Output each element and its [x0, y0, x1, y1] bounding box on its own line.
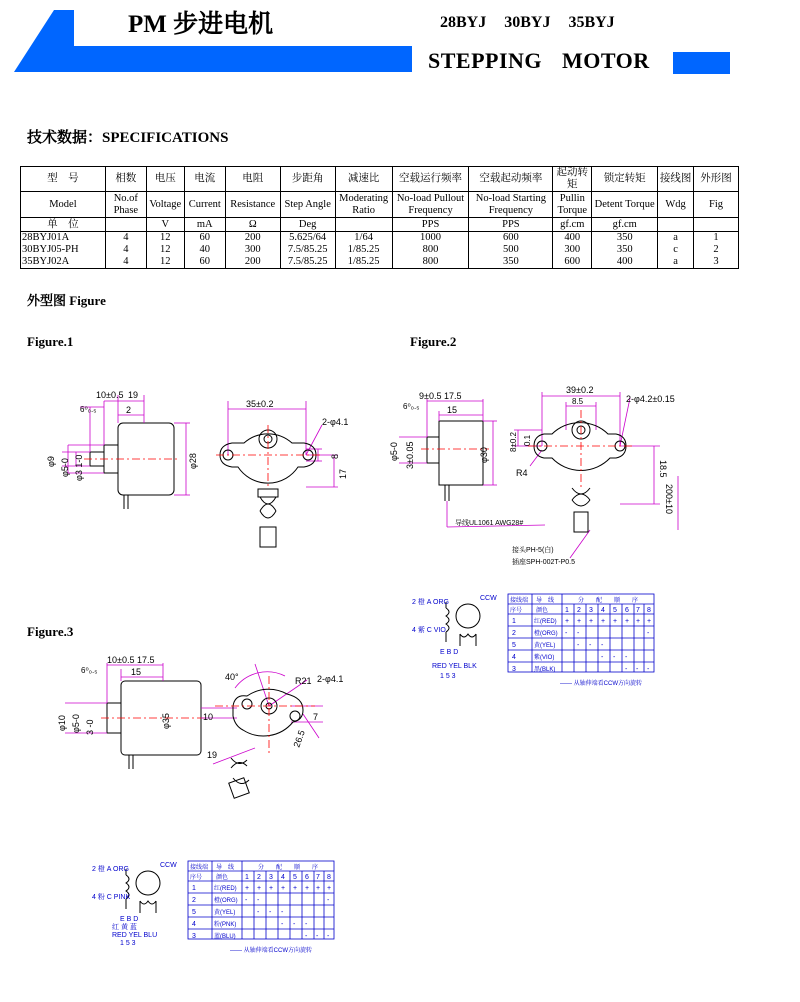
wiring-diagram-c	[410, 588, 658, 688]
table-cell: 300	[225, 244, 280, 256]
table-cell: 5.625/64	[280, 232, 335, 245]
fig1-dim-d3: φ3 1-0	[74, 454, 84, 481]
figure-3-label: Figure.3	[27, 624, 74, 639]
wiring-c-colors: RED YEL BLK	[432, 663, 477, 670]
table-header-cell: Model	[21, 192, 106, 218]
table-header-cell: 步距角	[280, 167, 335, 192]
fig2-dim-6: 6⁰₀.₅	[403, 402, 420, 411]
wiring-row-number: 5	[192, 909, 196, 916]
wiring-row-color: 紫(VIO)	[534, 655, 555, 661]
table-cell: 40	[184, 244, 225, 256]
wiring-row-number: 3	[512, 666, 516, 673]
table-cell: 4	[105, 256, 146, 269]
wiring-c-head-sequence: 分 配 顺 序	[578, 598, 639, 604]
model-list: 28BYJ 30BYJ 35BYJ	[440, 14, 615, 31]
table-header-cell: 起动转矩	[553, 167, 592, 192]
table-cell: 300	[553, 244, 592, 256]
table-cell: 12	[146, 232, 184, 245]
wiring-row-sign: -	[293, 921, 296, 928]
fig2-dim-8: 8±0.2	[509, 432, 518, 452]
wiring-row-sign: -	[565, 630, 568, 637]
table-header-cell: No.of Phase	[105, 192, 146, 218]
wiring-row-number: 2	[512, 630, 516, 637]
figure-1-side-view	[40, 385, 200, 520]
wiring-a-step: 4	[281, 874, 285, 881]
wiring-a-step: 6	[305, 874, 309, 881]
fig3-dim-40: 40°	[225, 672, 239, 682]
wiring-a-step: 2	[257, 874, 261, 881]
fig1-dim-8: 8	[330, 453, 340, 459]
wiring-a-pink: 4 粉 C PINK	[92, 894, 131, 901]
fig1-dim-35: 35±0.2	[246, 399, 274, 409]
wiring-row-color: 橙(ORG)	[214, 898, 238, 904]
fig3-dim-7: 7	[313, 712, 319, 722]
fig3-dim-d3: 3 -0	[85, 719, 95, 735]
table-cell: 500	[469, 244, 553, 256]
wiring-row-sign: -	[327, 897, 330, 904]
table-header-cell: Pullin Torque	[553, 192, 592, 218]
fig1-dim-17: 17	[338, 468, 348, 479]
fig1-dim-top: 10±0.5	[96, 390, 124, 400]
fig2-dim-185: 18.5	[658, 460, 668, 478]
wiring-row-number: 1	[192, 885, 196, 892]
fig2-dim-01: 0.1	[523, 434, 532, 446]
wiring-c-head-terminal: 接线端	[510, 598, 529, 604]
wiring-row-sign: -	[257, 897, 260, 904]
wiring-a-head-terminal: 接线端	[190, 865, 209, 871]
wiring-row-sign: +	[281, 885, 286, 892]
wiring-row-sign: -	[316, 933, 319, 940]
fig3-dim-hole: 2-φ4.1	[317, 674, 344, 684]
table-cell: 400	[553, 232, 592, 245]
wiring-row-number: 4	[512, 654, 516, 661]
table-header-cell: Detent Torque	[592, 192, 658, 218]
wiring-c-orange: 2 橙 A ORG	[412, 599, 449, 606]
table-unit-cell: PPS	[469, 218, 553, 232]
wiring-row-sign: -	[577, 642, 580, 649]
wiring-row-sign: -	[269, 909, 272, 916]
wiring-c-pins: 1 5 3	[440, 673, 456, 680]
table-unit-cell: Deg	[280, 218, 335, 232]
table-header-cell: 电阻	[225, 167, 280, 192]
table-cell: 350	[592, 232, 658, 245]
table-cell: 800	[392, 244, 469, 256]
wiring-row-sign: -	[305, 933, 308, 940]
table-header-cell: 减速比	[335, 167, 392, 192]
fig3-dim-d5: φ5-0	[71, 714, 81, 733]
wiring-row-sign: -	[589, 642, 592, 649]
table-header-cell: 型 号	[21, 167, 106, 192]
wiring-row-color: 橙(ORG)	[534, 631, 558, 637]
table-cell: 4	[105, 244, 146, 256]
wiring-row-sign: +	[601, 618, 606, 625]
wiring-row-sign: -	[281, 921, 284, 928]
fig2-dim-r4: R4	[516, 468, 528, 478]
wiring-row-sign: -	[625, 654, 628, 661]
table-header-cell: 锁定转矩	[592, 167, 658, 192]
table-unit-cell	[694, 218, 739, 232]
table-cell: 60	[184, 232, 225, 245]
wiring-row-sign: +	[269, 885, 274, 892]
wiring-c-step: 1	[565, 607, 569, 614]
table-header-en	[21, 192, 739, 218]
wiring-c-step: 8	[647, 607, 651, 614]
wiring-row-color: 粉(PNK)	[214, 922, 237, 928]
table-cell: 1/85.25	[335, 256, 392, 269]
wiring-row-sign: -	[636, 666, 639, 673]
wiring-row-sign: -	[647, 666, 650, 673]
wiring-c-step: 4	[601, 607, 605, 614]
wiring-row-sign: +	[625, 618, 630, 625]
wiring-c-step: 5	[613, 607, 617, 614]
table-cell: 350	[469, 256, 553, 269]
wiring-a-orange: 2 橙 A ORG	[92, 866, 129, 873]
fig3-dim-d10: φ10	[57, 715, 67, 731]
table-header-cn	[21, 167, 739, 192]
wiring-c-head-no: 序号	[510, 608, 523, 614]
wiring-a-red-cn: 红 黄 蓝	[112, 924, 137, 931]
table-cell: 1	[694, 232, 739, 245]
table-unit-cell: PPS	[392, 218, 469, 232]
wiring-c-violet: 4 紫 C VIO	[412, 627, 446, 634]
wiring-a-step: 1	[245, 874, 249, 881]
fig2-dim-lead: 200±10	[664, 484, 674, 514]
figure-1-label: Figure.1	[27, 334, 74, 349]
table-unit-cell	[335, 218, 392, 232]
wiring-row-sign: -	[647, 630, 650, 637]
table-cell: 2	[694, 244, 739, 256]
table-cell: 4	[105, 232, 146, 245]
table-header-cell: Moderating Ratio	[335, 192, 392, 218]
table-cell: 12	[146, 244, 184, 256]
table-header-cell: Voltage	[146, 192, 184, 218]
wiring-c-caption: —— 从轴伸端看CCW方向旋转	[560, 681, 642, 687]
figure-2-front-view	[510, 380, 690, 570]
wiring-row-sign: +	[316, 885, 321, 892]
table-header-cell: Wdg	[658, 192, 694, 218]
wiring-row-sign: +	[305, 885, 310, 892]
fig3-dim-6: 6⁰₀.₅	[81, 666, 98, 675]
wiring-row-sign: -	[257, 909, 260, 916]
wiring-row-sign: +	[577, 618, 582, 625]
fig3-dim-15: 15	[131, 667, 142, 677]
fig2-dim-top: 9±0.5 17.5	[419, 391, 462, 401]
wiring-row-color: 蓝(BLU)	[214, 934, 236, 940]
table-row	[21, 244, 739, 256]
wiring-c-step: 6	[625, 607, 629, 614]
table-unit-cell	[658, 218, 694, 232]
table-header-cell: Resistance	[225, 192, 280, 218]
fig2-dim-d5: φ5-0	[389, 442, 399, 461]
fig2-note-conn2: 插座SPH-002T-P0.5	[512, 559, 576, 566]
header-accent-block	[673, 52, 730, 74]
fig2-dim-hole: 2-φ4.2±0.15	[626, 394, 675, 404]
table-unit-cell: Ω	[225, 218, 280, 232]
table-cell: 400	[592, 256, 658, 269]
wiring-c-leads: E B D	[440, 649, 459, 656]
wiring-a-step: 8	[327, 874, 331, 881]
wiring-row-sign: -	[601, 642, 604, 649]
wiring-c-step: 7	[636, 607, 640, 614]
wiring-row-sign: +	[293, 885, 298, 892]
fig2-dim-39: 39±0.2	[566, 385, 594, 395]
spec-table	[20, 166, 739, 269]
table-row	[21, 232, 739, 245]
wiring-row-sign: +	[327, 885, 332, 892]
wiring-row-number: 1	[512, 618, 516, 625]
table-unit-cell: mA	[184, 218, 225, 232]
figure-heading: 外型图 Figure	[27, 293, 106, 308]
fig1-dim-d28: φ28	[188, 453, 198, 469]
table-cell: 7.5/85.25	[280, 244, 335, 256]
wiring-row-color: 红(RED)	[214, 886, 237, 892]
wiring-row-sign: +	[257, 885, 262, 892]
fig1-dim-d5: φ5-0	[60, 458, 70, 477]
table-header-cell: 电流	[184, 167, 225, 192]
wiring-row-sign: -	[577, 630, 580, 637]
table-header-cell: 接线图	[658, 167, 694, 192]
fig3-dim-r21: R21	[295, 676, 312, 686]
table-unit-cell: V	[146, 218, 184, 232]
wiring-diagram-a	[90, 855, 338, 955]
table-cell: 200	[225, 232, 280, 245]
wiring-a-head-color: 颜色	[216, 875, 229, 881]
wiring-c-head-wire: 导 线	[536, 598, 555, 604]
wiring-a-caption: —— 从轴伸端看CCW方向旋转	[230, 948, 312, 954]
wiring-a-colors: RED YEL BLU	[112, 932, 158, 939]
wiring-a-rows	[192, 884, 331, 940]
table-cell: 1/64	[335, 232, 392, 245]
wiring-a-head-no: 序号	[190, 875, 203, 881]
fig3-dim-top: 10±0.5 17.5	[107, 655, 155, 665]
wiring-a-step: 3	[269, 874, 273, 881]
table-header-cell: 电压	[146, 167, 184, 192]
table-units-row	[21, 218, 739, 232]
wiring-a-step: 5	[293, 874, 297, 881]
fig2-dim-d3: 3±0.05	[405, 441, 415, 469]
fig3-dim-265: 26.5	[291, 728, 307, 749]
table-header-cell: Step Angle	[280, 192, 335, 218]
fig1-dim-19: 19	[128, 390, 139, 400]
wiring-row-number: 3	[192, 933, 196, 940]
wiring-row-sign: +	[589, 618, 594, 625]
wiring-row-sign: +	[245, 885, 250, 892]
fig1-dim-2: 2	[126, 405, 132, 415]
wiring-c-head-color: 颜色	[536, 608, 549, 614]
table-cell: 1000	[392, 232, 469, 245]
table-cell: 30BYJ05-PH	[21, 244, 106, 256]
wiring-row-sign: -	[245, 897, 248, 904]
table-cell: 7.5/85.25	[280, 256, 335, 269]
table-cell: a	[658, 232, 694, 245]
wiring-row-color: 黄(YEL)	[214, 910, 236, 916]
wiring-c-step: 3	[589, 607, 593, 614]
table-cell: 600	[469, 232, 553, 245]
fig2-note-conn: 接头PH-5(白)	[512, 547, 554, 554]
fig2-note-wire: 导线UL1061 AWG28#	[455, 520, 524, 527]
wiring-row-color: 红(RED)	[534, 619, 557, 625]
wiring-row-number: 2	[192, 897, 196, 904]
table-unit-cell	[105, 218, 146, 232]
table-unit-cell: gf.cm	[592, 218, 658, 232]
spec-heading: 技术数据：SPECIFICATIONS	[27, 130, 229, 146]
page-subtitle: STEPPING MOTOR	[428, 48, 650, 73]
table-cell: 350	[592, 244, 658, 256]
wiring-row-sign: +	[565, 618, 570, 625]
wiring-c-rows	[512, 617, 651, 673]
table-cell: 28BYJ01A	[21, 232, 106, 245]
wiring-a-leads: E B D	[120, 916, 139, 923]
table-cell: 12	[146, 256, 184, 269]
wiring-row-sign: +	[613, 618, 618, 625]
fig1-dim-hole: 2-φ4.1	[322, 417, 349, 427]
fig1-dim-d9: φ9	[46, 456, 56, 467]
table-cell: 60	[184, 256, 225, 269]
figure-1-front-view	[210, 395, 370, 555]
fig3-dim-10: 10	[203, 712, 214, 722]
table-cell: 1/85.25	[335, 244, 392, 256]
table-header-cell: No-load Starting Frequency	[469, 192, 553, 218]
fig1-dim-6: 6⁰₀.₅	[80, 405, 97, 414]
figure-3-side-view	[45, 655, 205, 775]
table-cell: 200	[225, 256, 280, 269]
wiring-row-color: 黄(YEL)	[534, 643, 556, 649]
table-header-cell: Current	[184, 192, 225, 218]
wiring-row-color: 黑(BLK)	[534, 667, 556, 673]
wiring-row-sign: -	[613, 654, 616, 661]
table-cell: 3	[694, 256, 739, 269]
wiring-row-number: 5	[512, 642, 516, 649]
wiring-row-sign: -	[327, 933, 330, 940]
wiring-a-head-wire: 导 线	[216, 865, 235, 871]
table-cell: c	[658, 244, 694, 256]
table-row	[21, 256, 739, 269]
table-unit-cell: gf.cm	[553, 218, 592, 232]
table-header-cell: 空载起动频率	[469, 167, 553, 192]
wiring-row-sign: -	[305, 921, 308, 928]
wiring-row-sign: +	[647, 618, 652, 625]
wiring-row-sign: -	[625, 666, 628, 673]
wiring-a-pins: 1 5 3	[120, 940, 136, 947]
table-unit-cell: 单 位	[21, 218, 106, 232]
fig3-dim-d35: φ35	[161, 713, 171, 729]
table-header-cell: No-load Pullout Frequency	[392, 192, 469, 218]
table-cell: 35BYJ02A	[21, 256, 106, 269]
table-header-cell: 空载运行频率	[392, 167, 469, 192]
figure-3-front-view	[195, 658, 355, 803]
table-header-cell: 外形图	[694, 167, 739, 192]
table-header-cell: Fig	[694, 192, 739, 218]
wiring-a-head-sequence: 分 配 顺 序	[258, 865, 319, 871]
fig2-dim-d30: φ30	[479, 447, 489, 463]
wiring-a-step: 7	[316, 874, 320, 881]
wiring-row-sign: +	[636, 618, 641, 625]
wiring-c-step: 2	[577, 607, 581, 614]
figure-2-label: Figure.2	[410, 334, 457, 349]
fig2-dim-15: 15	[447, 405, 458, 415]
table-header-cell: 相数	[105, 167, 146, 192]
table-cell: 600	[553, 256, 592, 269]
page-title: PM 步进电机	[128, 11, 274, 38]
fig3-dim-19: 19	[207, 750, 218, 760]
wiring-a-ccw: CCW	[160, 862, 177, 869]
wiring-row-number: 4	[192, 921, 196, 928]
wiring-row-sign: -	[281, 909, 284, 916]
table-cell: 800	[392, 256, 469, 269]
wiring-row-sign: -	[601, 654, 604, 661]
table-cell: a	[658, 256, 694, 269]
fig2-dim-85: 8.5	[572, 397, 584, 406]
wiring-c-ccw: CCW	[480, 595, 497, 602]
